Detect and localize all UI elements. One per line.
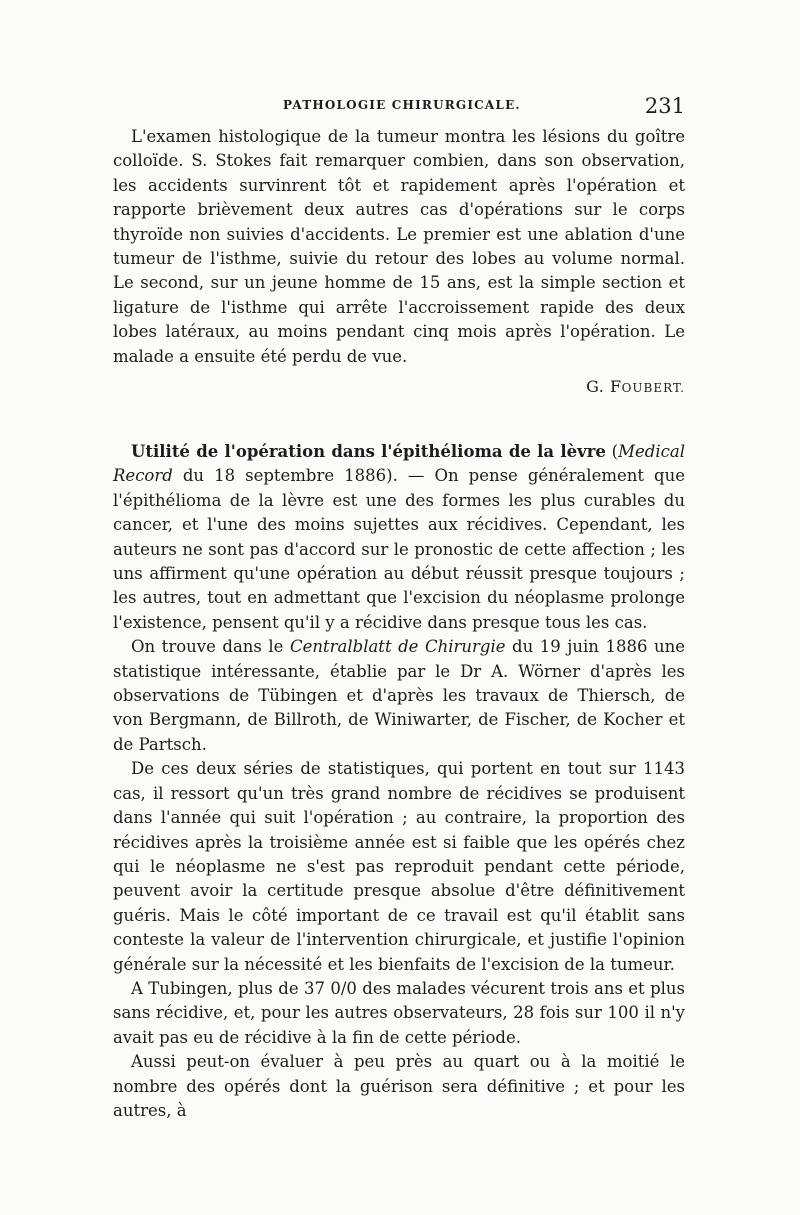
- p2-after: du 19 juin 1886 une statistique intéressante, établie par le Dr A. Wörner d'après les observations de Tübingen et d'après les travaux de Thiersch, de von Bergmann, de Billroth, de Winiwarter, de Fischer, de Kocher et de Partsch.: [113, 637, 685, 754]
- signature-initial: G. F: [586, 377, 622, 396]
- source-date: du 18 septembre 1886). —: [172, 466, 435, 486]
- paragraph-intro: [113, 440, 685, 635]
- paragraph-centralblatt: [113, 635, 685, 757]
- paragraph-statistics: De ces deux séries de statistiques, qui portent en tout sur 1143 cas, il ressort qu'un très grand nombre de récidives se produisent dans l'année qui suit l'opération ; au contraire, la proportion des récidives après la troisième année est si faible que les opérés chez qui le néoplasme ne s'est pas reproduit pendant cette période, peuvent avoir la certitude presque absolue d'être définitivement guéris. Mais le côté important de ce travail est qu'il établit sans conteste la valeur de l'intervention chirurgicale, et justifie l'opinion générale sur la nécessité et les bienfaits de l'excision de la tumeur.: [113, 759, 685, 974]
- paragraph-tubingen: A Tubingen, plus de 37 0/0 des malades vécurent trois ans et plus sans récidive, et, pour les autres observateurs, 28 fois sur 100 il n'y avait pas eu de récidive à la fin de cette période.: [113, 978, 685, 1047]
- source-open: (: [605, 442, 619, 461]
- author-signature: [586, 377, 685, 396]
- paragraph-goitre: L'examen histologique de la tumeur montra les lésions du goître colloïde. S. Stokes fait remarquer combien, dans son observation, les accidents survinrent tôt et rapidement après l'opération et rapporte brièvement deux autres cas d'opérations sur le corps thyroïde non suivies d'accidents. Le premier est une ablation d'une tumeur de l'isthme, suivie du retour des lobes au volume normal. Le second, sur un jeune homme de 15 ans, est la simple section et ligature de l'isthme qui arrête l'accroissement rapide des deux lobes latéraux, au moins pendant cinq mois après l'opération. Le malade a ensuite été perdu de vue.: [113, 127, 685, 366]
- page-header: [113, 94, 685, 120]
- p2-before: On trouve dans le: [131, 637, 290, 657]
- section-goitre-report: [113, 125, 685, 369]
- signature-rest: OUBERT.: [621, 381, 685, 395]
- p2-journal: Centralblatt de Chirurgie: [289, 637, 506, 657]
- paragraph-conclusion: Aussi peut-on évaluer à peu près au quart ou à la moitié le nombre des opérés dont la guérison sera définitive ; et pour les autres, à: [113, 1052, 685, 1120]
- running-title: PATHOLOGIE CHIRURGICALE.: [283, 98, 521, 112]
- article-heading: Utilité de l'opération dans l'épithélioma de la lèvre: [131, 442, 606, 461]
- paragraph-intro-text: On pense généralement que l'épithélioma de la lèvre est une des formes les plus curables du cancer, et l'une des moins sujettes aux récidives. Cependant, les auteurs ne sont pas d'accord sur le pronostic de cette affection ; les uns affirment qu'une opération au début réussit presque toujours ; les autres, tout en admettant que l'excision du néoplasme prolonge l'existence, pensent qu'il y a récidive dans presque tous les cas.: [113, 466, 685, 632]
- source-journal: Medical Record: [113, 442, 685, 486]
- page-number: 231: [644, 94, 685, 118]
- section-epithelioma: [113, 440, 685, 1123]
